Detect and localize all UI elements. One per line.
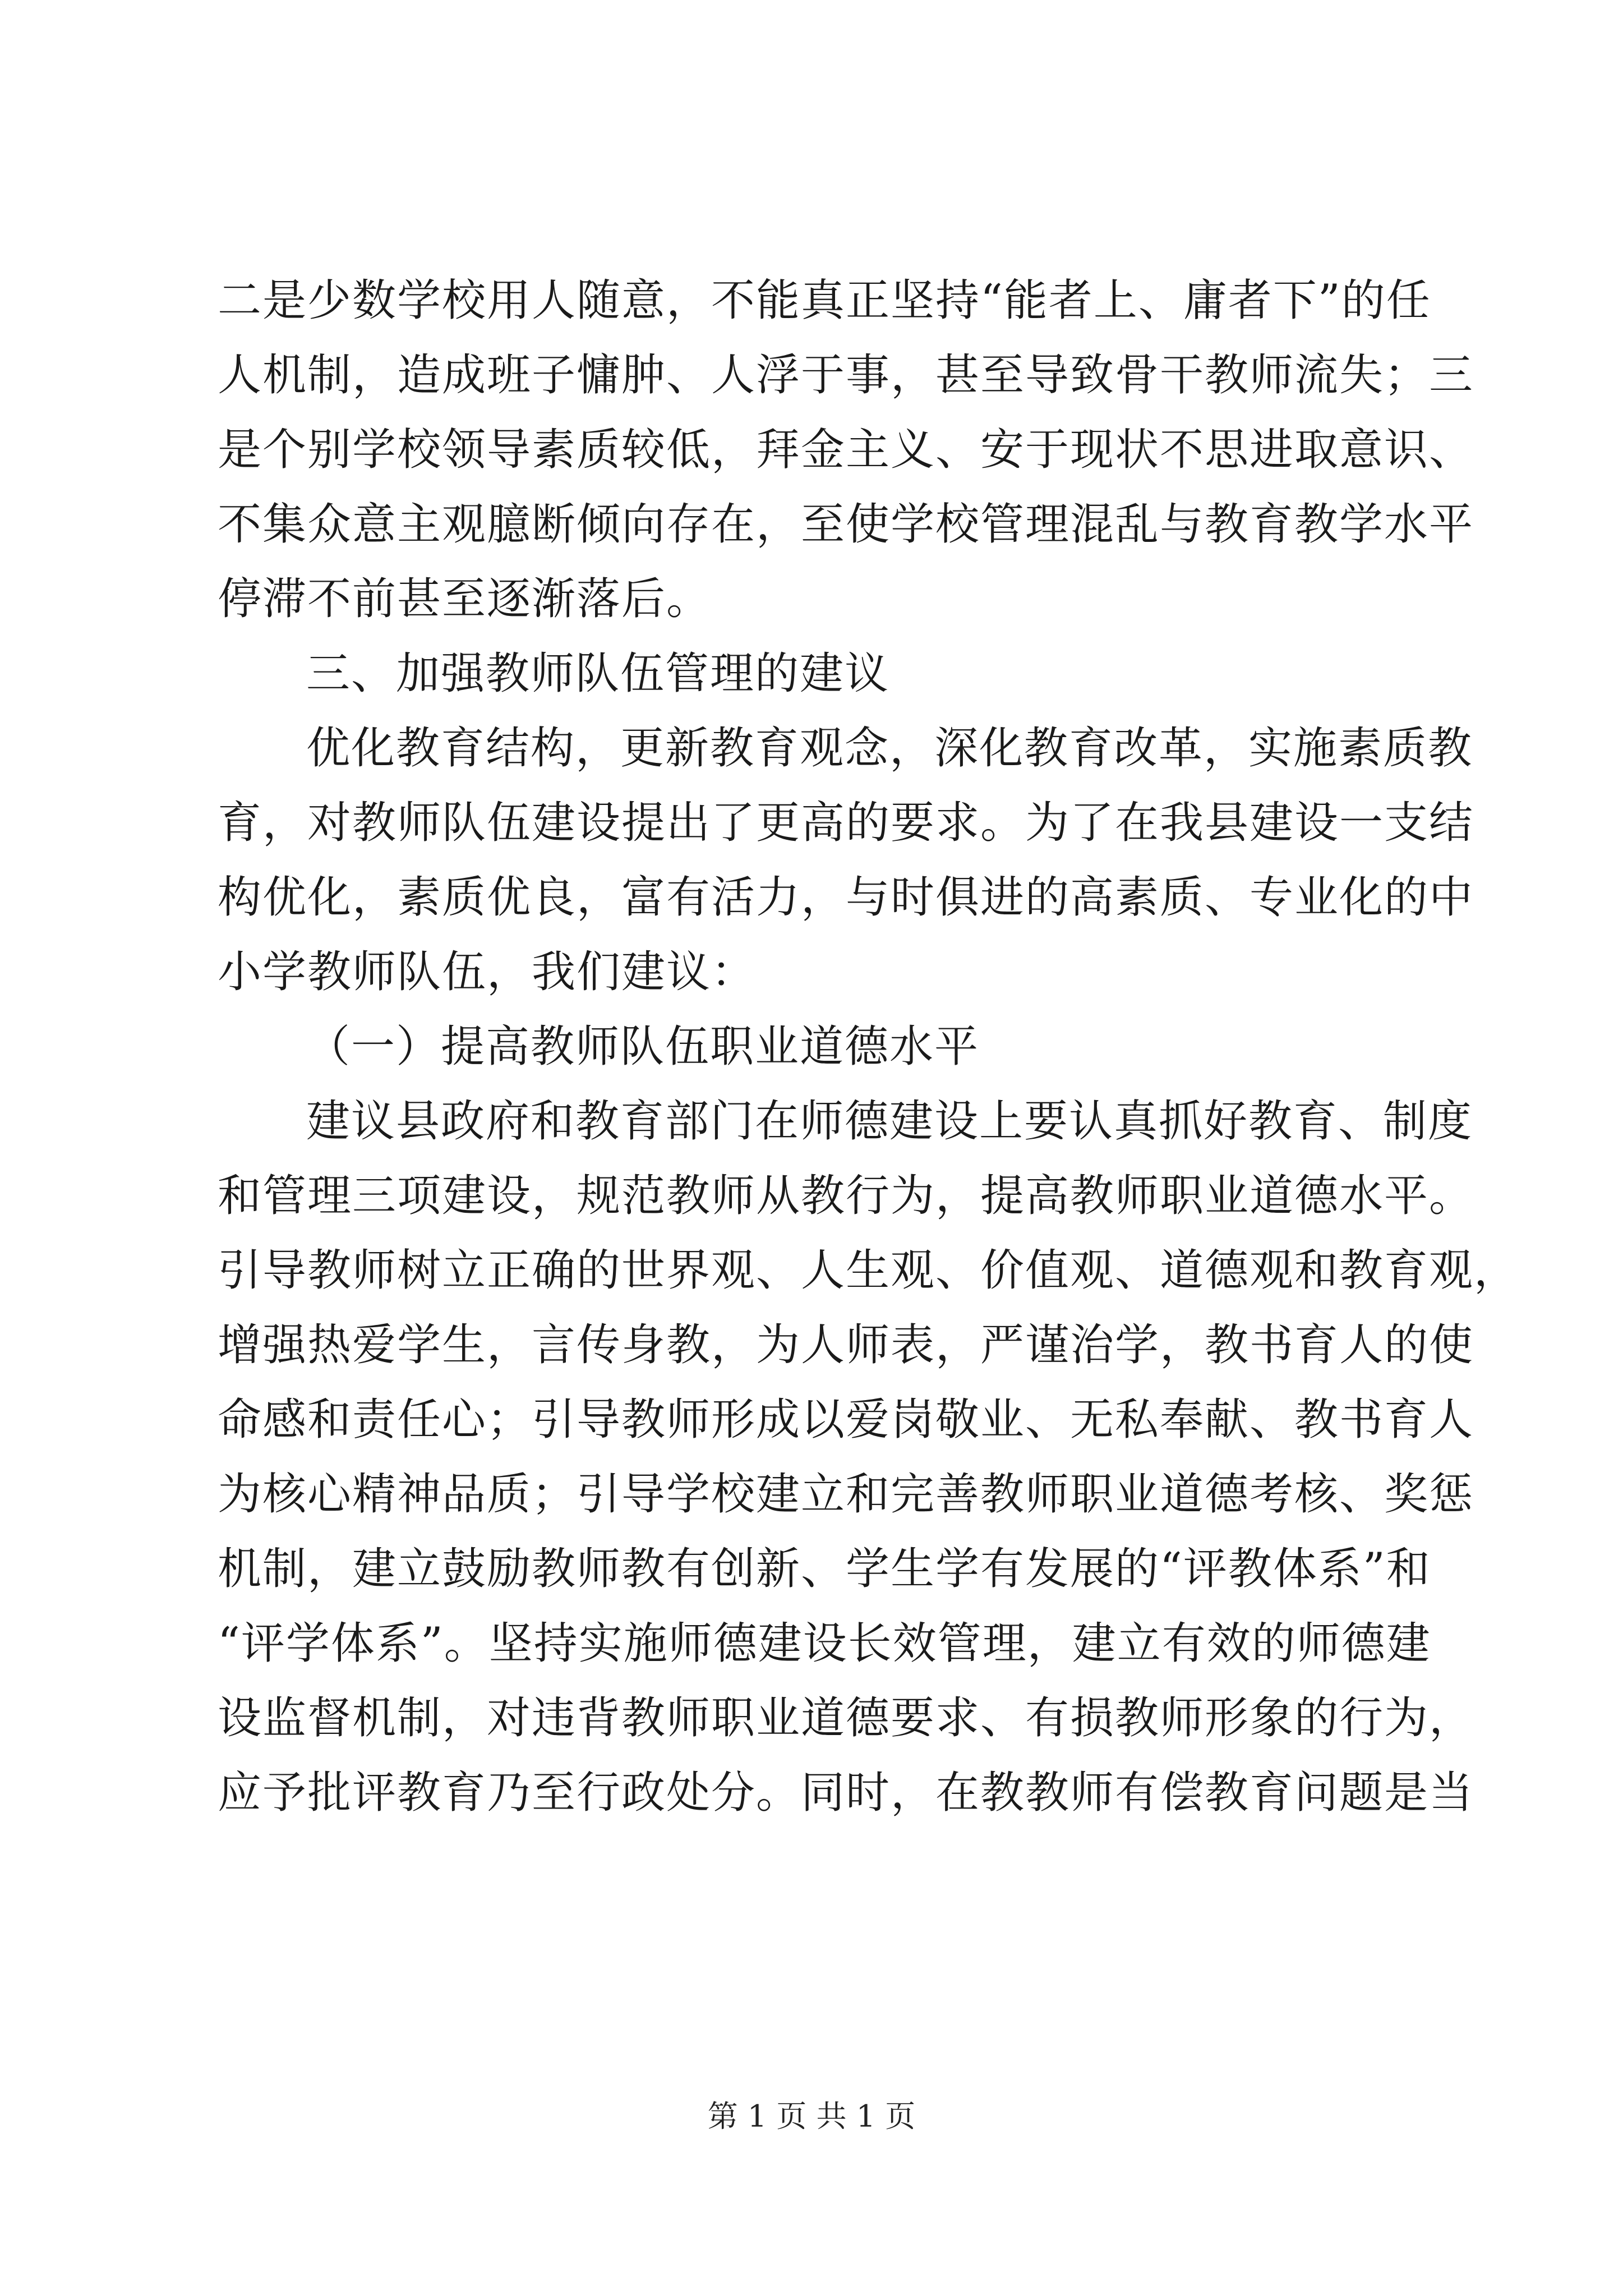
section-heading: 三、加强教师队伍管理的建议 xyxy=(306,648,890,699)
text-line: 机制，建立鼓励教师教有创新、学生学有发展的“评教体系”和 xyxy=(218,1544,1431,1594)
document-body xyxy=(218,264,1519,1830)
text-line: 设监督机制，对违背教师职业道德要求、有损教师形象的行为， xyxy=(218,1693,1474,1743)
text-line: 人机制，造成班子慵肿、人浮于事，甚至导致骨干教师流失；三 xyxy=(218,350,1474,401)
text-line: 不集众意主观臆断倾向存在，至使学校管理混乱与教育教学水平 xyxy=(218,499,1474,550)
text-line: 小学教师队伍，我们建议： xyxy=(218,947,757,997)
text-line: 引导教师树立正确的世界观、人生观、价值观、道德观和教育观， xyxy=(218,1245,1519,1296)
text-line: 增强热爱学生，言传身教，为人师表，严谨治学，教书育人的使 xyxy=(218,1320,1474,1370)
text-line: 构优化，素质优良，富有活力，与时俱进的高素质、专业化的中 xyxy=(218,872,1474,923)
text-line: 育，对教师队伍建设提出了更高的要求。为了在我县建设一支结 xyxy=(218,798,1474,848)
text-line: 为核心精神品质；引导学校建立和完善教师职业道德考核、奖惩 xyxy=(218,1469,1474,1520)
text-line: 命感和责任心；引导教师形成以爱岗敬业、无私奉献、教书育人 xyxy=(218,1395,1474,1445)
text-line: 二是少数学校用人随意，不能真正坚持“能者上、庸者下”的任 xyxy=(218,275,1431,326)
text-line: 优化教育结构，更新教育观念，深化教育改革，实施素质教 xyxy=(306,723,1473,774)
subsection-heading: （一）提高教师队伍职业道德水平 xyxy=(306,1022,980,1072)
text-line: 和管理三项建设，规范教师从教行为，提高教师职业道德水平。 xyxy=(218,1171,1474,1221)
text-line: 是个别学校领导素质较低，拜金主义、安于现状不思进取意识、 xyxy=(218,425,1474,475)
text-line: 应予批评教育乃至行政处分。同时，在教教师有偿教育问题是当 xyxy=(218,1768,1474,1818)
page-footer xyxy=(0,2097,1623,2136)
text-line: 建议县政府和教育部门在师德建设上要认真抓好教育、制度 xyxy=(306,1096,1473,1147)
page-number-label: 第 1 页 共 1 页 xyxy=(707,2099,916,2134)
text-line: 停滞不前甚至逐渐落后。 xyxy=(218,574,712,624)
text-line: “评学体系”。坚持实施师德建设长效管理，建立有效的师德建 xyxy=(218,1618,1431,1669)
